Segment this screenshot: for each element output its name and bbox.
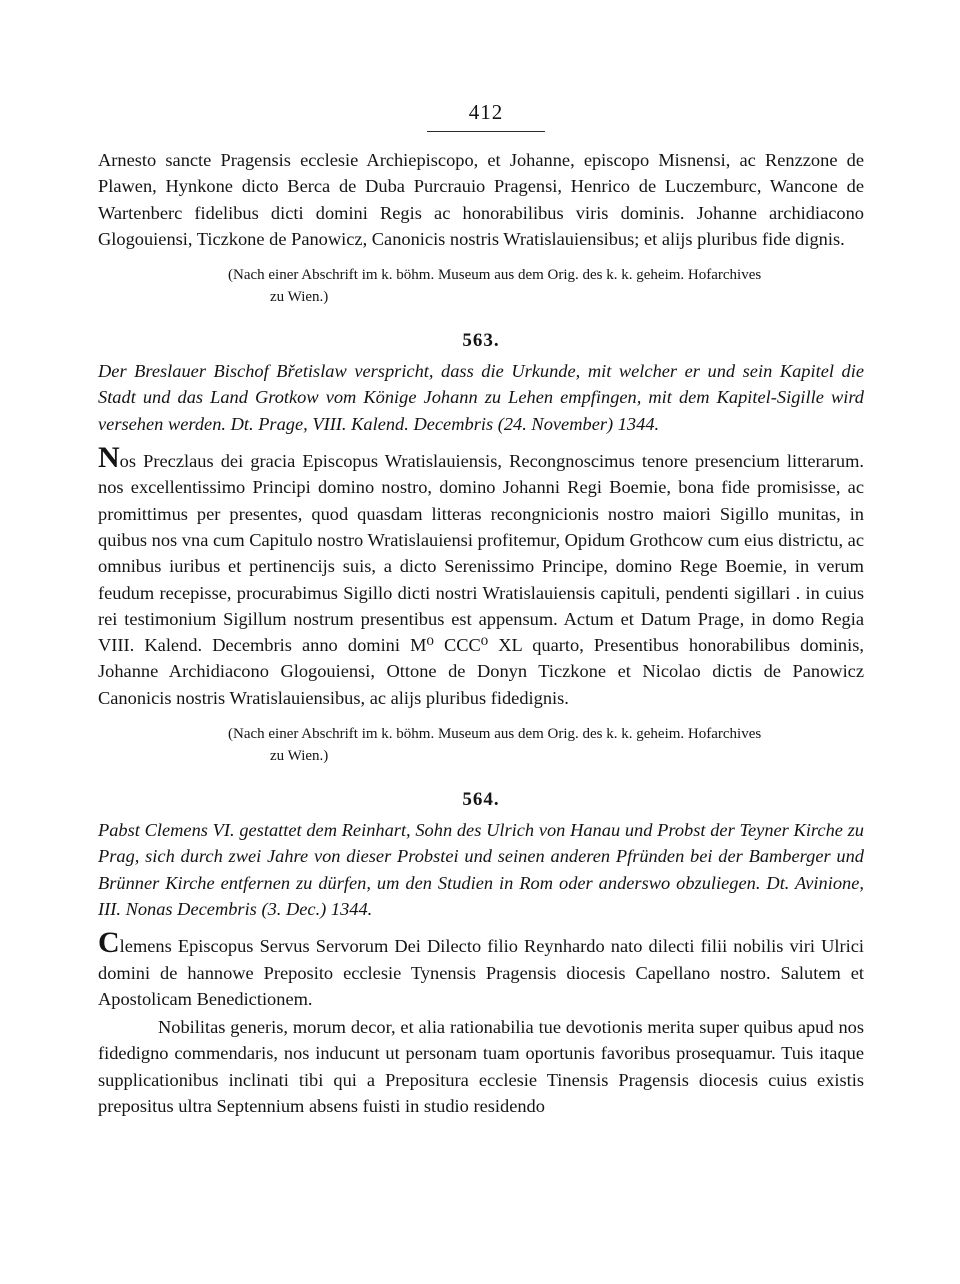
initial-letter: C: [98, 926, 120, 960]
source-note-line2: zu Wien.): [270, 289, 329, 306]
charter-text-563-body: os Preczlaus dei gracia Episcopus Wratislauiensis, Recongnoscimus tenore presencium litterarum. nos excellentissimo Principi domino nostro, domino Johanni Regi Boemie, bona fide promisisse, ac promittimus per presentes, quod quasdam litteras recongnicionis nostro maiori Sigillo munitas, in quibus nos vna cum Capitulo nostro Wratislauiensi profitemur, Opidum Grothcow cum eius districtu, ac omnibus iuribus et pertinencijs suis, a dicto Serenissimo Principe, domino Rege Boemie, in verum feudum recepisse, procurabimus Sigillo dicti nostri Wratislauiensis capituli, pendenti sigillari . in cuius rei testimonium Sigillum nostrum presentibus est appensum. Actum et Datum Prage, in domo Regia VIII. Kalend. Decembris anno domini M⁰ CCC⁰ XL quarto, Presentibus honorabilibus dominis, Johanne Archidiacono Glogouiensi, Ottone de Donyn Ticzkone et Nicolao dictis de Panowicz Canonicis nostris Wratislauiensibus, ac alijs pluribus fidedignis.: [98, 451, 864, 708]
initial-letter: N: [98, 441, 120, 475]
page-number: 412: [468, 100, 504, 124]
charter-text-564-body: Nobilitas generis, morum decor, et alia rationabilia tue devotionis merita super quibus apud nos fidedigno commendaris, nos inducunt ut personam tuam oportunis favoribus prosequamur. Tuis itaque supplicationibus inclinati tibi qui a Prepositura ecclesie Tinensis Pragensis diocesis cuius existis prepositus ultra Septennium absens fuisti in studio residendo: [98, 1017, 864, 1117]
source-note-563: [98, 723, 864, 767]
source-note-line1: (Nach einer Abschrift im k. böhm. Museum aus dem Orig. des k. k. geheim. Hofarchives: [228, 726, 762, 743]
document-number-563: 563.: [462, 330, 500, 352]
document-number-564: 564.: [462, 789, 500, 811]
intro-paragraph: Arnesto sancte Pragensis ecclesie Archiepiscopo, et Johanne, episcopo Misnensi, ac Renzzone de Plawen, Hynkone dicto Berca de Duba Purcrauio Pragensi, Henrico de Luczemburc, Wancone de Wartenberc fidelibus dicti domini Regis ac honorabilibus viris dominis. Johanne archidiacono Glogouiensi, Ticzkone de Panowicz, Canonicis nostris Wratislauiensibus; et alijs pluribus fide dignis.: [98, 150, 864, 249]
source-note-line1: (Nach einer Abschrift im k. böhm. Museum aus dem Orig. des k. k. geheim. Hofarchives: [228, 267, 762, 284]
document-page: [98, 100, 864, 1119]
charter-text-563: [98, 441, 864, 711]
regest-563: [98, 358, 864, 437]
page-number-rule: [427, 131, 545, 132]
charter-text-564-salutation: lemens Episcopus Servus Servorum Dei Dilecto filio Reynhardo nato dilecti filii nobilis viri Ulrici domini de hannowe Preposito ecclesie Tynensis Pragensis diocesis Capellano nostro. Salutem et Apostolicam Benedictionem.: [98, 936, 864, 1009]
regest-563-text: Der Breslauer Bischof Břetislaw verspricht, dass die Urkunde, mit welcher er und sein Kapitel die Stadt und das Land Grotkow vom Könige Johann zu Lehen empfingen, mit dem Kapitel-Sigille wird versehen werden. Dt. Prage, VIII. Kalend. Decembris (24. November) 1344.: [98, 361, 864, 434]
source-note-line2: zu Wien.): [270, 748, 329, 765]
source-note-intro: [98, 264, 864, 308]
regest-564: Pabst Clemens VI. gestattet dem Reinhart, Sohn des Ulrich von Hanau und Probst der Teyner Kirche zu Prag, sich durch zwei Jahre von dieser Probstei und seinen anderen Pfründen bei der Bamberger und Brünner Kirche entfernen zu dürfen, um den Studien in Rom oder anderswo obzuliegen. Dt. Avinione, III. Nonas Decembris (3. Dec.) 1344.: [98, 820, 864, 919]
charter-text-564-opening: [98, 926, 864, 1012]
